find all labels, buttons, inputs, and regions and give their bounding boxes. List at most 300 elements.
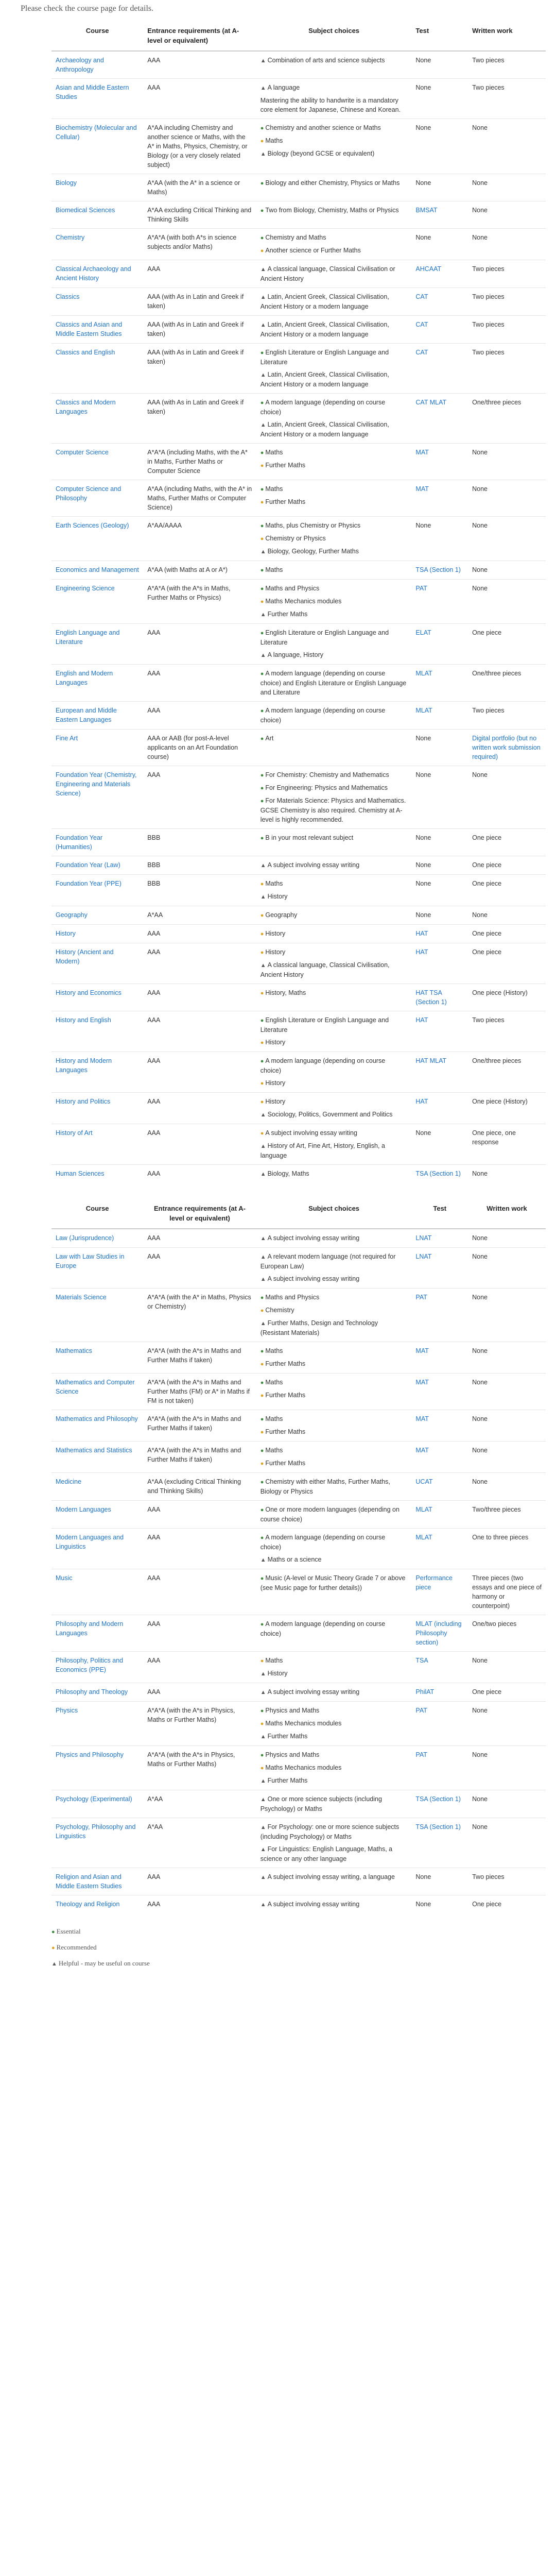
admissions-test: None xyxy=(411,119,468,174)
subject-item xyxy=(260,988,408,998)
entrance-requirements: AAA (with As in Latin and Greek if taken) xyxy=(143,316,256,344)
entrance-requirements: A*A*A (with the A*s in Physics, Maths or Further Maths) xyxy=(143,1746,256,1790)
entrance-requirements: AAA xyxy=(143,1569,256,1615)
written-work: One piece (History) xyxy=(468,984,546,1011)
course-link[interactable]: Psychology, Philosophy and Linguistics xyxy=(51,1818,143,1868)
course-link[interactable]: English Language and Literature xyxy=(51,624,143,665)
written-work: None xyxy=(468,1248,546,1289)
entrance-requirements: BBB xyxy=(143,856,256,875)
subject-text: Maths Mechanics modules xyxy=(265,1720,342,1727)
header-course: Course xyxy=(51,21,143,51)
admissions-test[interactable]: PhilAT xyxy=(411,1683,468,1702)
subject-choices xyxy=(256,856,412,875)
admissions-test[interactable]: TSA (Section 1) xyxy=(411,1165,468,1183)
essential-marker-icon: ● xyxy=(260,1018,264,1024)
subject-text: Sociology, Politics, Government and Politics xyxy=(267,1111,393,1118)
admissions-test[interactable]: MAT xyxy=(411,480,468,517)
admissions-test[interactable]: Performance piece xyxy=(411,1569,468,1615)
written-work: None xyxy=(468,1702,546,1746)
subject-text: Maths Mechanics modules xyxy=(265,598,342,605)
table-row xyxy=(51,1868,546,1895)
course-link[interactable]: Fine Art xyxy=(51,730,143,766)
subject-item xyxy=(260,178,408,188)
admissions-test: None xyxy=(411,1868,468,1895)
admissions-test[interactable]: MLAT xyxy=(411,665,468,702)
helpful-marker-icon: ▲ xyxy=(260,1112,266,1118)
essential-marker-icon: ● xyxy=(260,785,264,791)
recommended-marker-icon: ● xyxy=(260,499,264,505)
written-work: One piece xyxy=(468,943,546,984)
subject-choices xyxy=(256,1818,412,1868)
subject-text: Maths, plus Chemistry or Physics xyxy=(265,522,361,529)
admissions-test[interactable]: PAT xyxy=(411,1289,468,1342)
course-link[interactable]: History and Economics xyxy=(51,984,143,1011)
course-link[interactable]: European and Middle Eastern Languages xyxy=(51,702,143,730)
admissions-test[interactable]: ELAT xyxy=(411,624,468,665)
subject-choices xyxy=(256,1410,412,1442)
course-link[interactable]: Law with Law Studies in Europe xyxy=(51,1248,143,1289)
course-link[interactable]: Medicine xyxy=(51,1473,143,1501)
recommended-marker-icon: ● xyxy=(260,1099,264,1105)
subject-item xyxy=(260,1573,408,1592)
course-link[interactable]: Computer Science xyxy=(51,444,143,480)
course-link[interactable]: Psychology (Experimental) xyxy=(51,1790,143,1818)
course-link[interactable]: History of Art xyxy=(51,1124,143,1165)
entrance-requirements: A*AA (with the A* in a science or Maths) xyxy=(143,174,256,201)
course-link[interactable]: Modern Languages and Linguistics xyxy=(51,1529,143,1569)
written-work: None xyxy=(468,517,546,561)
admissions-test[interactable]: MLAT xyxy=(411,1529,468,1569)
subject-text: Further Maths, Design and Technology (Resistant Materials) xyxy=(260,1319,378,1336)
admissions-test[interactable]: CAT xyxy=(411,288,468,316)
table-row xyxy=(51,1652,546,1683)
table-row xyxy=(51,260,546,288)
subject-item xyxy=(260,1763,408,1773)
course-link[interactable]: Archaeology and Anthropology xyxy=(51,51,143,79)
subject-choices xyxy=(256,984,412,1011)
recommended-marker-icon: ● xyxy=(260,881,264,887)
written-work: Two pieces xyxy=(468,344,546,394)
subject-text: Two from Biology, Chemistry, Maths or Physics xyxy=(265,207,399,214)
entrance-requirements: A*AA (including Maths, with the A* in Maths, Further Maths or Computer Science) xyxy=(143,480,256,517)
course-link[interactable]: Music xyxy=(51,1569,143,1615)
subject-text: Biology, Geology, Further Maths xyxy=(267,548,359,555)
table-row xyxy=(51,480,546,517)
helpful-marker-icon: ▲ xyxy=(260,652,266,658)
admissions-test: None xyxy=(411,517,468,561)
course-link[interactable]: Engineering Science xyxy=(51,580,143,624)
subject-item xyxy=(260,1533,408,1552)
admissions-test: None xyxy=(411,51,468,79)
essential-marker-icon: ● xyxy=(260,1752,264,1758)
entrance-requirements: A*A*A (with both A*s in science subjects and/or Maths) xyxy=(143,229,256,260)
helpful-marker-icon: ▲ xyxy=(260,1874,266,1880)
admissions-test[interactable]: LNAT xyxy=(411,1248,468,1289)
header-requirements: Entrance requirements (at A-level or equivalent) xyxy=(143,1198,256,1229)
table-row xyxy=(51,1011,546,1052)
table-row xyxy=(51,1529,546,1569)
entrance-requirements: AAA xyxy=(143,1868,256,1895)
essential-marker-icon: ● xyxy=(260,1507,264,1513)
recommended-marker-icon: ● xyxy=(260,1461,264,1467)
admissions-test: None xyxy=(411,730,468,766)
subject-item xyxy=(260,484,408,494)
course-link[interactable]: Materials Science xyxy=(51,1289,143,1342)
admissions-test[interactable]: PAT xyxy=(411,580,468,624)
course-link[interactable]: Earth Sciences (Geology) xyxy=(51,517,143,561)
admissions-test[interactable]: MLAT (including Philosophy section) xyxy=(411,1615,468,1652)
written-work: None xyxy=(468,1374,546,1410)
subject-text: A subject involving essay writing xyxy=(265,1129,357,1137)
essential-marker-icon: ● xyxy=(260,835,264,841)
table-row xyxy=(51,517,546,561)
written-work: None xyxy=(468,906,546,925)
subject-text: Maths Mechanics modules xyxy=(265,1764,342,1771)
subject-item xyxy=(260,264,408,283)
subject-item xyxy=(260,879,408,889)
written-work: None xyxy=(468,580,546,624)
written-work: One/two pieces xyxy=(468,1615,546,1652)
course-link[interactable]: Classical Archaeology and Ancient History xyxy=(51,260,143,288)
subject-text: For Chemistry: Chemistry and Mathematics xyxy=(265,771,389,778)
intro-text: Please check the course page for details. xyxy=(21,4,154,13)
course-link[interactable]: English and Modern Languages xyxy=(51,665,143,702)
admissions-test[interactable]: PAT xyxy=(411,1746,468,1790)
subject-item xyxy=(260,565,408,575)
subject-text: English Literature or English Language and Literature xyxy=(260,349,389,366)
admissions-test[interactable]: TSA (Section 1) xyxy=(411,1790,468,1818)
course-link[interactable]: Biochemistry (Molecular and Cellular) xyxy=(51,119,143,174)
course-link[interactable]: Mathematics xyxy=(51,1342,143,1374)
course-link[interactable]: Foundation Year (PPE) xyxy=(51,875,143,906)
essential-marker-icon: ● xyxy=(260,1479,264,1485)
table-row xyxy=(51,1702,546,1746)
subject-text: History xyxy=(265,1079,286,1087)
legend-label: Essential xyxy=(56,1927,81,1935)
subject-text: Chemistry xyxy=(265,1307,294,1314)
subject-item xyxy=(260,1128,408,1138)
written-work: None xyxy=(468,1790,546,1818)
subject-text: A subject involving essay writing xyxy=(267,1901,360,1908)
table-row xyxy=(51,766,546,829)
legend xyxy=(51,1924,150,1972)
entrance-requirements: A*A*A (with the A*s in Maths, Further Maths or Physics) xyxy=(143,580,256,624)
entrance-requirements: AAA xyxy=(143,702,256,730)
subject-choices xyxy=(256,1790,412,1818)
admissions-test[interactable]: LNAT xyxy=(411,1229,468,1248)
subject-choices xyxy=(256,561,412,580)
admissions-test[interactable]: UCAT xyxy=(411,1473,468,1501)
subject-item xyxy=(260,448,408,457)
entrance-requirements: AAA or AAB (for post-A-level applicants on an Art Foundation course) xyxy=(143,730,256,766)
written-work: One to three pieces xyxy=(468,1529,546,1569)
subject-choices xyxy=(256,119,412,174)
written-work: None xyxy=(468,174,546,201)
subject-item xyxy=(260,497,408,507)
subject-choices xyxy=(256,229,412,260)
subject-text: History xyxy=(265,948,286,956)
entrance-requirements: AAA xyxy=(143,766,256,829)
subject-text: History xyxy=(265,1039,286,1046)
subject-text: A subject involving essay writing, a language xyxy=(267,1873,395,1880)
written-work: None xyxy=(468,444,546,480)
table-row xyxy=(51,1442,546,1473)
subject-text: A modern language (depending on course choice) xyxy=(260,1057,386,1074)
course-link[interactable]: Biomedical Sciences xyxy=(51,201,143,229)
admissions-test[interactable]: HAT xyxy=(411,943,468,984)
written-work: None xyxy=(468,1165,546,1183)
admissions-test[interactable]: CAT xyxy=(411,316,468,344)
subject-item xyxy=(260,420,408,439)
course-link[interactable]: Modern Languages xyxy=(51,1501,143,1529)
table-row xyxy=(51,119,546,174)
subject-text: Maths xyxy=(265,1415,283,1422)
subject-text: Latin, Ancient Greek, Classical Civilisation, Ancient History or a modern language xyxy=(260,321,389,338)
subject-text: Further Maths xyxy=(265,1360,306,1367)
header-course: Course xyxy=(51,1198,143,1229)
written-work: None xyxy=(468,1746,546,1790)
table-row xyxy=(51,1615,546,1652)
course-link[interactable]: History xyxy=(51,925,143,943)
admissions-test[interactable]: TSA xyxy=(411,1652,468,1683)
subject-text: Another science or Further Maths xyxy=(265,247,361,254)
course-link[interactable]: Philosophy and Modern Languages xyxy=(51,1615,143,1652)
course-link[interactable]: History and English xyxy=(51,1011,143,1052)
subject-item xyxy=(260,292,408,311)
subject-item xyxy=(260,246,408,256)
entrance-requirements: A*A*A (with the A*s in Maths and Further Maths if taken) xyxy=(143,1342,256,1374)
helpful-marker-icon: ▲ xyxy=(260,85,266,91)
admissions-test[interactable]: HAT xyxy=(411,1011,468,1052)
subject-item xyxy=(260,734,408,743)
written-work: Two pieces xyxy=(468,1011,546,1052)
essential-marker-icon: ● xyxy=(260,1621,264,1628)
written-work: Two pieces xyxy=(468,51,546,79)
admissions-test: None xyxy=(411,1895,468,1914)
recommended-marker-icon: ● xyxy=(260,1721,264,1727)
written-work: None xyxy=(468,119,546,174)
course-link[interactable]: Biology xyxy=(51,174,143,201)
helpful-marker-icon: ▲ xyxy=(260,1824,266,1831)
course-link[interactable]: Asian and Middle Eastern Studies xyxy=(51,79,143,119)
subject-choices xyxy=(256,665,412,702)
subject-text: A subject involving essay writing xyxy=(267,1688,360,1696)
essential-marker-icon: ● xyxy=(260,736,264,742)
subject-text: Maths and Physics xyxy=(265,1294,320,1301)
course-link[interactable]: Philosophy, Politics and Economics (PPE) xyxy=(51,1652,143,1683)
subject-text: For Linguistics: English Language, Maths, a science or any other language xyxy=(260,1845,393,1862)
subject-text: A subject involving essay writing xyxy=(267,1234,360,1242)
subject-choices xyxy=(256,580,412,624)
course-link[interactable]: Theology and Religion xyxy=(51,1895,143,1914)
course-link[interactable]: History and Politics xyxy=(51,1093,143,1124)
table-row xyxy=(51,1289,546,1342)
subject-item xyxy=(260,1427,408,1437)
admissions-test[interactable]: HAT TSA (Section 1) xyxy=(411,984,468,1011)
entrance-requirements: AAA xyxy=(143,925,256,943)
helpful-marker-icon: ▲ xyxy=(260,266,266,273)
subject-choices xyxy=(256,394,412,444)
helpful-marker-icon: ▲ xyxy=(51,1961,57,1967)
course-link[interactable]: Philosophy and Theology xyxy=(51,1683,143,1702)
admissions-test[interactable]: MLAT xyxy=(411,702,468,730)
course-link[interactable]: Classics xyxy=(51,288,143,316)
admissions-test: None xyxy=(411,766,468,829)
subject-item xyxy=(260,669,408,697)
subject-item xyxy=(260,1110,408,1120)
subject-choices xyxy=(256,829,412,856)
helpful-marker-icon: ▲ xyxy=(260,894,266,900)
written-work: Two pieces xyxy=(468,79,546,119)
subject-choices xyxy=(256,444,412,480)
subject-item xyxy=(260,206,408,215)
header-test: Test xyxy=(411,1198,468,1229)
course-link[interactable]: Classics and Modern Languages xyxy=(51,394,143,444)
table-row xyxy=(51,1683,546,1702)
helpful-marker-icon: ▲ xyxy=(260,1778,266,1784)
course-link[interactable]: Mathematics and Philosophy xyxy=(51,1410,143,1442)
header-subjects: Subject choices xyxy=(256,1198,412,1229)
written-work: None xyxy=(468,561,546,580)
course-link[interactable]: History (Ancient and Modern) xyxy=(51,943,143,984)
helpful-marker-icon: ▲ xyxy=(260,1671,266,1677)
subject-item xyxy=(260,860,408,870)
admissions-test[interactable]: MAT xyxy=(411,444,468,480)
essential-marker-icon: ● xyxy=(260,1708,264,1714)
course-link[interactable]: Foundation Year (Law) xyxy=(51,856,143,875)
subject-text: Maths xyxy=(265,1657,283,1664)
admissions-test[interactable]: HAT MLAT xyxy=(411,1052,468,1093)
subject-item xyxy=(260,136,408,146)
subject-item xyxy=(260,1794,408,1814)
subject-text: A modern language (depending on course choice) xyxy=(260,1534,386,1551)
admissions-test[interactable]: CAT MLAT xyxy=(411,394,468,444)
course-link[interactable]: Mathematics and Statistics xyxy=(51,1442,143,1473)
subject-text: Physics and Maths xyxy=(265,1751,320,1758)
entrance-requirements: AAA xyxy=(143,624,256,665)
subject-text: Physics and Maths xyxy=(265,1707,320,1714)
subject-item xyxy=(260,1252,408,1271)
subject-choices xyxy=(256,1746,412,1790)
subject-choices xyxy=(256,624,412,665)
subject-text: Further Maths xyxy=(265,1460,306,1467)
course-link[interactable]: Foundation Year (Chemistry, Engineering and Materials Science) xyxy=(51,766,143,829)
entrance-requirements: AAA xyxy=(143,79,256,119)
written-work: One/three pieces xyxy=(468,1052,546,1093)
subject-text: Combination of arts and science subjects xyxy=(267,57,385,64)
admissions-test[interactable]: HAT xyxy=(411,925,468,943)
admissions-test[interactable]: MAT xyxy=(411,1410,468,1442)
subject-item xyxy=(260,910,408,920)
admissions-test[interactable]: TSA (Section 1) xyxy=(411,561,468,580)
subject-choices xyxy=(256,1342,412,1374)
subject-text: A language, History xyxy=(267,651,323,658)
course-link[interactable]: Economics and Management xyxy=(51,561,143,580)
course-link[interactable]: Religion and Asian and Middle Eastern Studies xyxy=(51,1868,143,1895)
course-link[interactable]: Human Sciences xyxy=(51,1165,143,1183)
entrance-requirements: AAA xyxy=(143,1501,256,1529)
helpful-marker-icon: ▲ xyxy=(260,422,266,428)
course-link[interactable]: Geography xyxy=(51,906,143,925)
table-row xyxy=(51,51,546,79)
subject-item xyxy=(260,929,408,939)
subject-text: Further Maths xyxy=(265,1428,306,1435)
admissions-test[interactable]: BMSAT xyxy=(411,201,468,229)
essential-marker-icon: ● xyxy=(260,708,264,714)
written-work: Two/three pieces xyxy=(468,1501,546,1529)
subject-text: A modern language (depending on course choice) xyxy=(260,707,386,724)
table-row xyxy=(51,730,546,766)
written-work: One piece, one response xyxy=(468,1124,546,1165)
course-link[interactable]: Classics and English xyxy=(51,344,143,394)
course-link[interactable]: History and Modern Languages xyxy=(51,1052,143,1093)
admissions-test[interactable]: PAT xyxy=(411,1702,468,1746)
entrance-requirements: AAA xyxy=(143,1652,256,1683)
course-link[interactable]: Mathematics and Computer Science xyxy=(51,1374,143,1410)
subject-choices xyxy=(256,730,412,766)
header-written-work: Written work xyxy=(468,1198,546,1229)
recommended-marker-icon: ● xyxy=(260,536,264,542)
subject-item xyxy=(260,1141,408,1160)
subject-choices xyxy=(256,1229,412,1248)
written-work: None xyxy=(468,766,546,829)
legend-item-help xyxy=(51,1956,150,1972)
admissions-test[interactable]: MAT xyxy=(411,1442,468,1473)
course-link[interactable]: Physics and Philosophy xyxy=(51,1746,143,1790)
subject-item xyxy=(260,1706,408,1716)
subject-item xyxy=(260,233,408,243)
subject-text: Chemistry or Physics xyxy=(265,535,326,542)
subject-choices xyxy=(256,1011,412,1052)
subject-item xyxy=(260,1359,408,1369)
table-row xyxy=(51,79,546,119)
entrance-requirements: A*A*A (including Maths, with the A* in Maths, Further Maths or Computer Science xyxy=(143,444,256,480)
course-link[interactable]: Classics and Asian and Middle Eastern Studies xyxy=(51,316,143,344)
admissions-test[interactable]: TSA (Section 1) xyxy=(411,1818,468,1868)
recommended-marker-icon: ● xyxy=(260,138,264,144)
course-link[interactable]: Law (Jurisprudence) xyxy=(51,1229,143,1248)
subject-item xyxy=(260,1078,408,1088)
table-header xyxy=(51,21,546,51)
table-row xyxy=(51,580,546,624)
subject-item xyxy=(260,149,408,159)
subject-choices xyxy=(256,1615,412,1652)
written-work: Two pieces xyxy=(468,316,546,344)
course-link[interactable]: Foundation Year (Humanities) xyxy=(51,829,143,856)
subject-choices xyxy=(256,1289,412,1342)
table-row xyxy=(51,344,546,394)
subject-choices xyxy=(256,1501,412,1529)
course-link[interactable]: Physics xyxy=(51,1702,143,1746)
admissions-test[interactable]: CAT xyxy=(411,344,468,394)
essential-marker-icon: ● xyxy=(260,798,264,804)
course-link[interactable]: Computer Science and Philosophy xyxy=(51,480,143,517)
admissions-test[interactable]: HAT xyxy=(411,1093,468,1124)
admissions-test[interactable]: MLAT xyxy=(411,1501,468,1529)
subject-choices xyxy=(256,1442,412,1473)
table-row xyxy=(51,1248,546,1289)
subject-item xyxy=(260,1719,408,1728)
admissions-test[interactable]: MAT xyxy=(411,1342,468,1374)
subject-item xyxy=(260,348,408,367)
admissions-test[interactable]: AHCAAT xyxy=(411,260,468,288)
subject-text: For Engineering: Physics and Mathematics xyxy=(265,784,388,791)
table-row xyxy=(51,984,546,1011)
helpful-marker-icon: ▲ xyxy=(260,1797,266,1803)
course-link[interactable]: Chemistry xyxy=(51,229,143,260)
admissions-test: None xyxy=(411,875,468,906)
admissions-test[interactable]: MAT xyxy=(411,1374,468,1410)
